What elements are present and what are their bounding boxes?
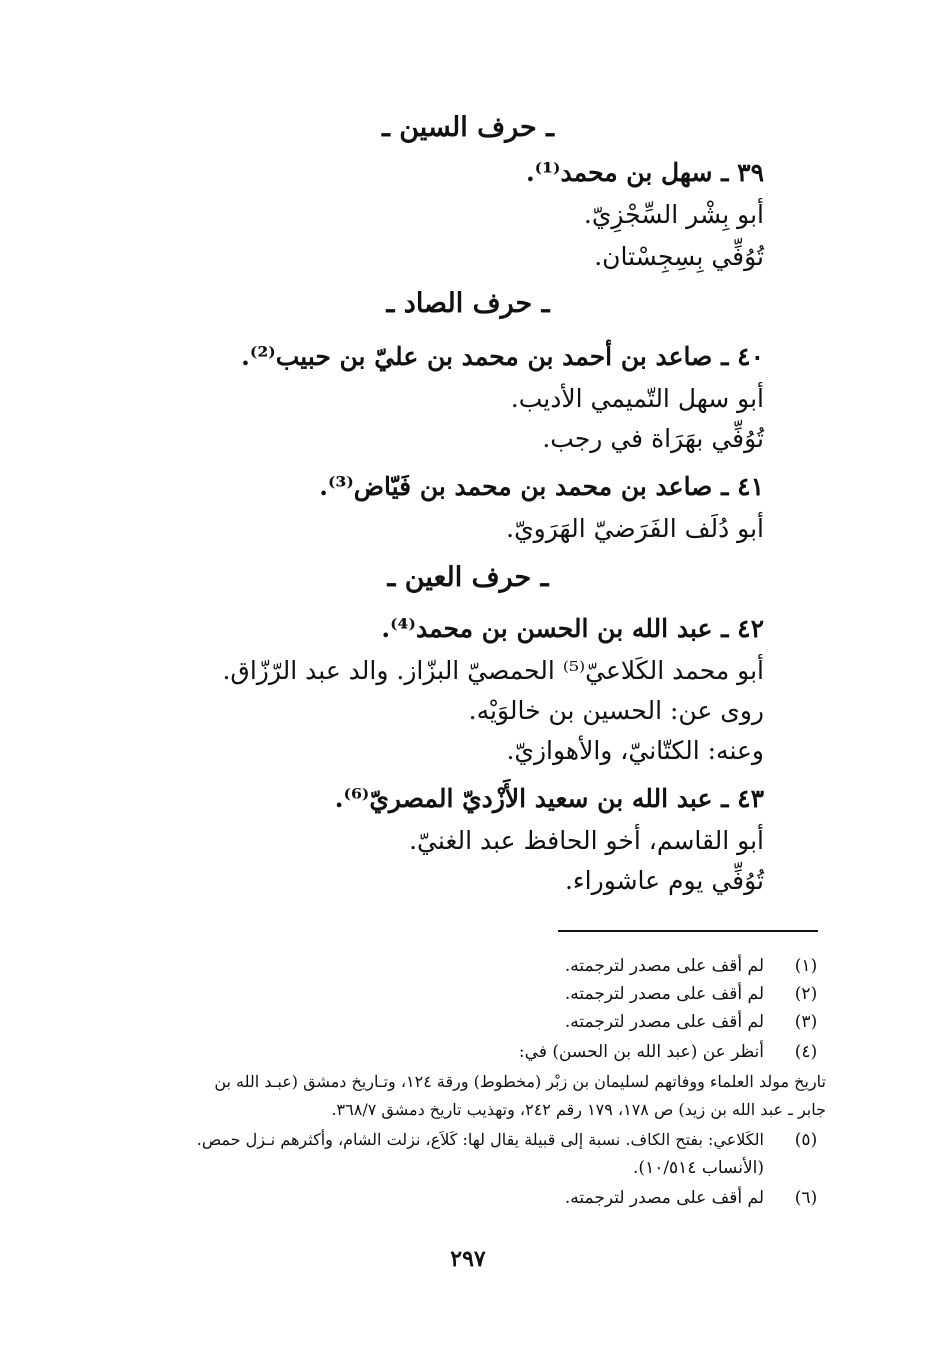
entry-41-title: ٤١ ـ صاعد بن محمد بن محمد بن فَيّاض⁽³⁾. — [319, 472, 764, 501]
page-number: ٢٩٧ — [450, 1246, 486, 1272]
entry-39-line-2: تُوُفِّي بِسِجِسْتان. — [594, 242, 764, 271]
entry-40-line-2: تُوُفِّي بهَرَاة في رجب. — [542, 424, 764, 453]
footnote-3-text: لم أقف على مصدر لترجمته. — [564, 1012, 764, 1032]
entry-43-line-2: تُوُفِّي يوم عاشوراء. — [564, 866, 764, 895]
footnote-4-line-3: جابر ـ عبد الله بن زيد) ص ١٧٨، ١٧٩ رقم ٢٤٢، وتهذيب تاريخ دمشق ٣٦٨/٧. — [331, 1100, 826, 1119]
section-heading-ayn: ـ حرف العين ـ — [387, 562, 549, 593]
section-heading-sad: ـ حرف الصاد ـ — [386, 288, 550, 319]
footnote-5-line-2: (الأنساب ١٠/٥١٤). — [633, 1158, 764, 1178]
footnote-separator — [558, 930, 818, 932]
entry-43-title: ٤٣ ـ عبد الله بن سعيد الأَزْديّ المصريّ⁽⁶⁾. — [334, 784, 764, 813]
entry-40-line-1: أبو سهل التّميمي الأديب. — [510, 384, 764, 413]
entry-39-title: ٣٩ ـ سهل بن محمد⁽¹⁾. — [525, 158, 764, 187]
entry-40-title: ٤٠ ـ صاعد بن أحمد بن محمد بن عليّ بن حبيب⁽²⁾. — [241, 342, 764, 371]
entry-42-line-3: وعنه: الكتّانيّ، والأهوازيّ. — [506, 736, 764, 765]
footnote-4-line-1: أنظر عن (عبد الله بن الحسن) في: — [518, 1042, 764, 1062]
entry-39-line-1: أبو بِشْر السِّجْزِيّ. — [583, 200, 764, 229]
footnote-2-text: لم أقف على مصدر لترجمته. — [564, 984, 764, 1004]
footnote-4-number: (٤) — [794, 1042, 818, 1062]
entry-42-line-1: أبو محمد الكَلاعيّ⁽⁵⁾ الحمصيّ البزّاز. والد عبد الرّزّاق. — [222, 656, 764, 685]
entry-42-line-2: روى عن: الحسين بن خالوَيْه. — [468, 696, 764, 725]
entry-42-title: ٤٢ ـ عبد الله بن الحسن بن محمد⁽⁴⁾. — [381, 614, 764, 643]
entry-43-line-1: أبو القاسم، أخو الحافظ عبد الغنيّ. — [409, 826, 764, 855]
footnote-3-number: (٣) — [794, 1012, 818, 1032]
footnote-2-number: (٢) — [794, 984, 818, 1004]
footnote-1-text: لم أقف على مصدر لترجمته. — [564, 956, 764, 976]
footnote-4-line-2: تاريخ مولد العلماء ووفاتهم لسليمان بن زبْر (مخطوط) ورقة ١٢٤، وتـاريخ دمشق (عبـد الله بن — [214, 1072, 826, 1091]
entry-41-line-1: أبو دُلَف الفَرَضيّ الهَرَويّ. — [506, 514, 764, 543]
footnote-5-line-1: الكَلاعي: بفتح الكاف. نسبة إلى قبيلة يقال لها: كَلاَع، نزلت الشام، وأكثرهم نـزل حمص. — [196, 1130, 764, 1149]
footnote-6-text: لم أقف على مصدر لترجمته. — [564, 1188, 764, 1208]
section-heading-sin: ـ حرف السين ـ — [381, 112, 555, 143]
footnote-6-number: (٦) — [794, 1188, 818, 1208]
footnote-1-number: (١) — [794, 956, 818, 976]
footnote-5-number: (٥) — [794, 1130, 818, 1150]
